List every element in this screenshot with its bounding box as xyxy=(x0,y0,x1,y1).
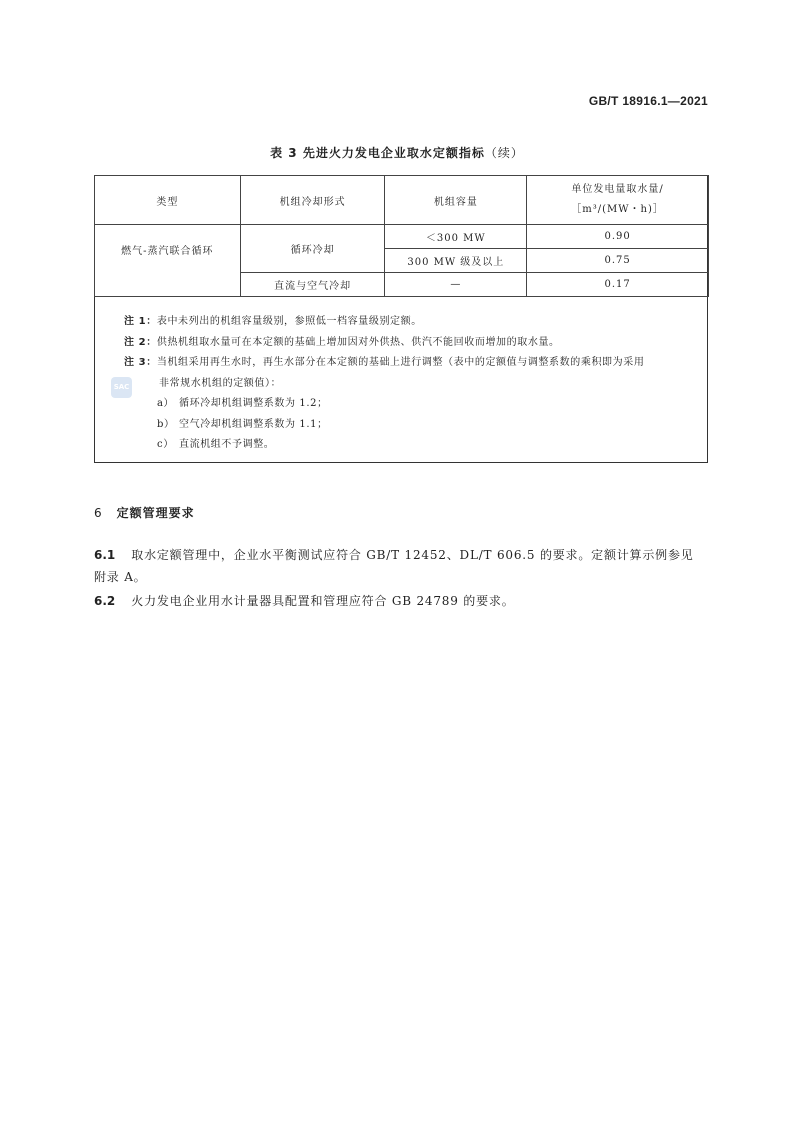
cell-circ-cooling: 循环冷却 xyxy=(240,225,385,273)
note-1-text: 表中未列出的机组容量级别，参照低一档容量级别定额。 xyxy=(156,316,422,327)
section-6-heading xyxy=(94,504,195,521)
item-c-marker: c） xyxy=(157,439,174,450)
item-c-text: 直流机组不予调整。 xyxy=(179,439,275,450)
header-quota-line2: ［m³/(MW・h)］ xyxy=(571,204,664,215)
cell-type: 燃气-蒸汽联合循环 xyxy=(95,225,241,297)
cell-cap-dash: — xyxy=(385,273,527,297)
note-3-item-b xyxy=(124,415,704,436)
item-b-text: 空气冷却机组调整系数为 1.1； xyxy=(179,418,328,430)
cell-cap-300-above: 300 MW 级及以上 xyxy=(385,249,527,273)
header-capacity: 机组容量 xyxy=(385,176,527,225)
header-quota-line1: 单位发电量取水量/ xyxy=(571,184,664,195)
table-notes xyxy=(124,312,704,456)
quota-table xyxy=(94,175,709,297)
cell-direct-air: 直流与空气冷却 xyxy=(240,273,385,297)
cell-cap-below-300: ＜300 MW xyxy=(385,225,527,249)
clause-6-1-number: 6.1 xyxy=(94,548,116,562)
standard-code: GB/T 18916.1—2021 xyxy=(588,94,708,108)
clause-6-2 xyxy=(94,590,710,612)
note-3 xyxy=(124,353,704,374)
table-title-continued: （续） xyxy=(484,146,524,160)
header-quota xyxy=(527,176,709,225)
table-row xyxy=(95,225,709,249)
clause-6-1-continued: 附录 A。 xyxy=(94,570,147,584)
note-3-item-c xyxy=(124,435,704,456)
item-a-marker: a） xyxy=(157,398,175,409)
note-3-continued: 非常规水机组的定额值）： xyxy=(159,377,282,389)
header-cooling: 机组冷却形式 xyxy=(240,176,385,225)
item-a-text: 循环冷却机组调整系数为 1.2； xyxy=(179,398,328,409)
note-1 xyxy=(124,312,704,333)
note-3-item-a xyxy=(124,394,704,415)
note-2-text: 供热机组取水量可在本定额的基础上增加因对外供热、供汽不能回收而增加的取水量。 xyxy=(156,336,560,348)
section-6-number: 6 xyxy=(94,506,103,520)
cell-val-300-above: 0.75 xyxy=(527,249,709,273)
note-3-text: 当机组采用再生水时，再生水部分在本定额的基础上进行调整（表中的定额值与调整系数的乘积即为采用 xyxy=(156,357,645,368)
table-title-text: 表 3 先进火力发电企业取水定额指标 xyxy=(270,146,485,160)
note-2-label: 注 2： xyxy=(124,336,157,348)
note-1-label: 注 1： xyxy=(124,316,157,327)
table-header-row xyxy=(95,176,709,225)
cell-val-below-300: 0.90 xyxy=(527,225,709,249)
table-title xyxy=(0,144,794,161)
header-type: 类型 xyxy=(95,176,241,225)
clause-6-2-number: 6.2 xyxy=(94,594,116,608)
sac-watermark-icon: SAC xyxy=(111,377,132,398)
note-3-label: 注 3： xyxy=(124,357,157,368)
item-b-marker: b） xyxy=(157,418,175,430)
cell-val-direct-air: 0.17 xyxy=(527,273,709,297)
section-6-title: 定额管理要求 xyxy=(116,506,195,520)
clause-6-2-text: 火力发电企业用水计量器具配置和管理应符合 GB 24789 的要求。 xyxy=(131,594,515,608)
clause-6-1 xyxy=(94,544,710,588)
note-2 xyxy=(124,333,704,354)
clause-6-1-text: 取水定额管理中，企业水平衡测试应符合 GB/T 12452、DL/T 606.5 的要求。定额计算示例参见 xyxy=(131,548,694,562)
